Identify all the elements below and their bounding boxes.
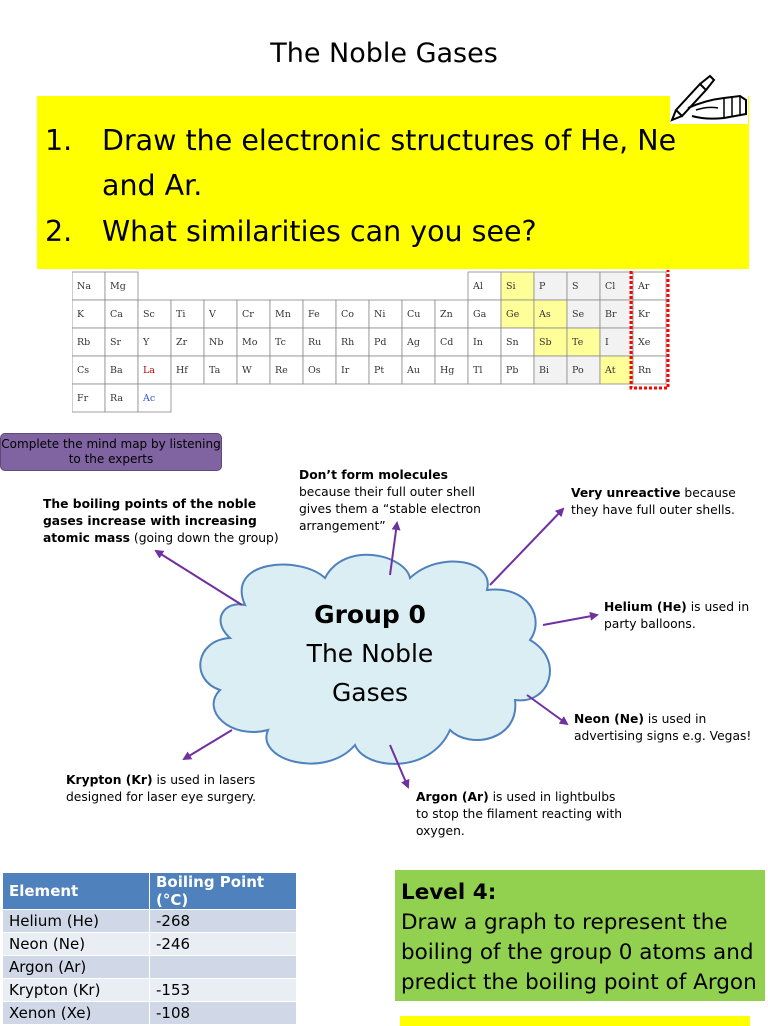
task-line: Draw the electronic structures of He, Ne	[102, 124, 677, 157]
element-symbol: Sc	[143, 309, 155, 320]
note-unreactive	[571, 485, 746, 519]
element-symbol: Ar	[638, 281, 650, 292]
arrow-unreactive	[490, 509, 563, 585]
column-header-boiling-point: Boiling Point (°C)	[150, 873, 297, 910]
task-number: 1.	[45, 124, 73, 157]
element-symbol: Zr	[176, 337, 188, 348]
element-symbol: Rh	[341, 337, 355, 348]
boiling-point-table	[2, 872, 297, 1025]
element-symbol: K	[77, 309, 85, 320]
table-cell: Helium (He)	[3, 910, 150, 933]
table-row	[3, 956, 297, 979]
element-symbol: Sr	[110, 337, 122, 348]
element-symbol: Pd	[374, 337, 387, 348]
element-symbol: Cl	[605, 281, 616, 292]
element-symbol: Se	[572, 309, 585, 320]
element-symbol: Sn	[506, 337, 519, 348]
element-symbol: Al	[473, 281, 483, 292]
element-symbol: Hg	[440, 365, 455, 376]
element-symbol: Mo	[242, 337, 258, 348]
cloud-label	[250, 595, 490, 712]
element-symbol: Cu	[407, 309, 421, 320]
element-symbol: Zn	[440, 309, 453, 320]
element-symbol: In	[473, 337, 483, 348]
arrow-boiling	[156, 551, 242, 605]
task-number: 2.	[45, 215, 73, 248]
element-symbol: Rn	[638, 365, 652, 376]
note-bold: Krypton (Kr)	[66, 773, 153, 787]
level-task-text: Draw a graph to represent the boiling of the group 0 atoms and predict the boiling point of Argon	[401, 910, 757, 995]
element-symbol: Os	[308, 365, 321, 376]
element-symbol: I	[605, 337, 609, 348]
element-symbol: Kr	[638, 309, 650, 320]
element-symbol: Ac	[143, 393, 156, 404]
cloud-line-3: Gases	[331, 678, 409, 707]
table-cell: Xenon (Xe)	[3, 1002, 150, 1025]
note-bold: Neon (Ne)	[574, 712, 644, 726]
element-symbol: Ra	[110, 393, 124, 404]
element-symbol: Ir	[341, 365, 350, 376]
element-symbol: Bi	[539, 365, 550, 376]
element-symbol: Pt	[374, 365, 385, 376]
table-row	[3, 910, 297, 933]
element-symbol: Ti	[176, 309, 186, 320]
element-symbol: Ga	[473, 309, 487, 320]
arrow-helium	[543, 615, 597, 625]
element-symbol: As	[539, 309, 551, 320]
note-bold: Don’t form molecules	[299, 468, 448, 482]
element-symbol: W	[242, 365, 252, 376]
element-symbol: Au	[407, 365, 420, 376]
element-symbol: V	[209, 309, 216, 320]
element-symbol: P	[539, 281, 546, 292]
table-cell: Argon (Ar)	[3, 956, 150, 979]
next-level-box-cropped	[400, 1016, 750, 1026]
element-symbol: Cr	[242, 309, 254, 320]
table-header-row	[3, 873, 297, 910]
task-box	[37, 96, 749, 269]
note-krypton	[66, 772, 298, 806]
writing-hand-icon	[666, 70, 752, 128]
element-symbol: Mn	[275, 309, 291, 320]
note-molecules	[299, 467, 499, 535]
element-symbol: Fe	[308, 309, 320, 320]
element-symbol: Br	[605, 309, 617, 320]
element-symbol: Tc	[275, 337, 286, 348]
arrow-neon	[527, 695, 567, 724]
element-symbol: Fr	[77, 393, 89, 404]
element-symbol: Pb	[506, 365, 519, 376]
table-cell: -268	[150, 910, 297, 933]
element-symbol: Ta	[209, 365, 221, 376]
table-row	[3, 979, 297, 1002]
element-symbol: Co	[341, 309, 354, 320]
element-symbol: At	[605, 365, 616, 376]
element-symbol: Ru	[308, 337, 322, 348]
note-text: is used in lightbulbs to stop the filament reacting with oxygen.	[416, 790, 623, 838]
arrow-krypton	[184, 730, 232, 759]
element-symbol: Y	[143, 337, 150, 348]
element-symbol: Po	[572, 365, 584, 376]
element-symbol: Re	[275, 365, 288, 376]
periodic-table-excerpt	[72, 270, 672, 416]
element-symbol: Ni	[374, 309, 386, 320]
table-row	[3, 933, 297, 956]
table-cell: Krypton (Kr)	[3, 979, 150, 1002]
note-bold: Helium (He)	[604, 600, 687, 614]
note-bold: The boiling points of the noble gases increase with increasing atomic mass	[43, 497, 257, 545]
element-symbol: Rb	[77, 337, 91, 348]
element-symbol: Si	[506, 281, 516, 292]
cloud-line-1: Group 0	[314, 600, 426, 629]
table-row	[3, 1002, 297, 1025]
element-symbol: Ge	[506, 309, 520, 320]
column-header-element: Element	[3, 873, 150, 910]
note-argon	[416, 789, 626, 840]
note-text: because they have full outer shells.	[571, 486, 736, 517]
note-text: (going down the group)	[129, 531, 279, 545]
table-cell: -246	[150, 933, 297, 956]
element-symbol: Hf	[176, 365, 188, 376]
note-bold: Argon (Ar)	[416, 790, 489, 804]
element-symbol: Ca	[110, 309, 123, 320]
note-text: because their full outer shell gives them a “stable electron arrangement”	[299, 485, 481, 533]
element-symbol: Xe	[638, 337, 651, 348]
element-symbol: S	[572, 281, 579, 292]
table-cell: -153	[150, 979, 297, 1002]
element-symbol: Sb	[539, 337, 552, 348]
element-symbol: Te	[572, 337, 584, 348]
note-bold: Very unreactive	[571, 486, 681, 500]
element-symbol: La	[143, 365, 155, 376]
table-cell	[150, 956, 297, 979]
element-symbol: Nb	[209, 337, 224, 348]
element-symbol: Mg	[110, 281, 126, 292]
note-text: is used in lasers designed for laser eye surgery.	[66, 773, 256, 804]
element-symbol: Tl	[473, 365, 483, 376]
note-text: is used in advertising signs e.g. Vegas!	[574, 712, 752, 743]
note-boiling-points	[43, 496, 283, 547]
note-text: is used in party balloons.	[604, 600, 750, 631]
page-title: The Noble Gases	[270, 38, 498, 69]
level-label: Level 4:	[401, 880, 497, 905]
element-symbol: Cd	[440, 337, 454, 348]
task-line: What similarities can you see?	[102, 215, 537, 248]
note-helium	[604, 599, 754, 633]
element-symbol: Ba	[110, 365, 123, 376]
element-symbol: Cs	[77, 365, 90, 376]
element-symbol: Ag	[407, 337, 420, 348]
task-line: and Ar.	[102, 169, 203, 202]
table-cell: Neon (Ne)	[3, 933, 150, 956]
level-4-task-box	[395, 870, 765, 1001]
mind-map-instruction-button[interactable]: Complete the mind map by listening to the experts	[0, 433, 222, 471]
cloud-line-2: The Noble	[306, 639, 434, 668]
table-cell: -108	[150, 1002, 297, 1025]
element-symbol: Na	[77, 281, 91, 292]
note-neon	[574, 711, 768, 745]
